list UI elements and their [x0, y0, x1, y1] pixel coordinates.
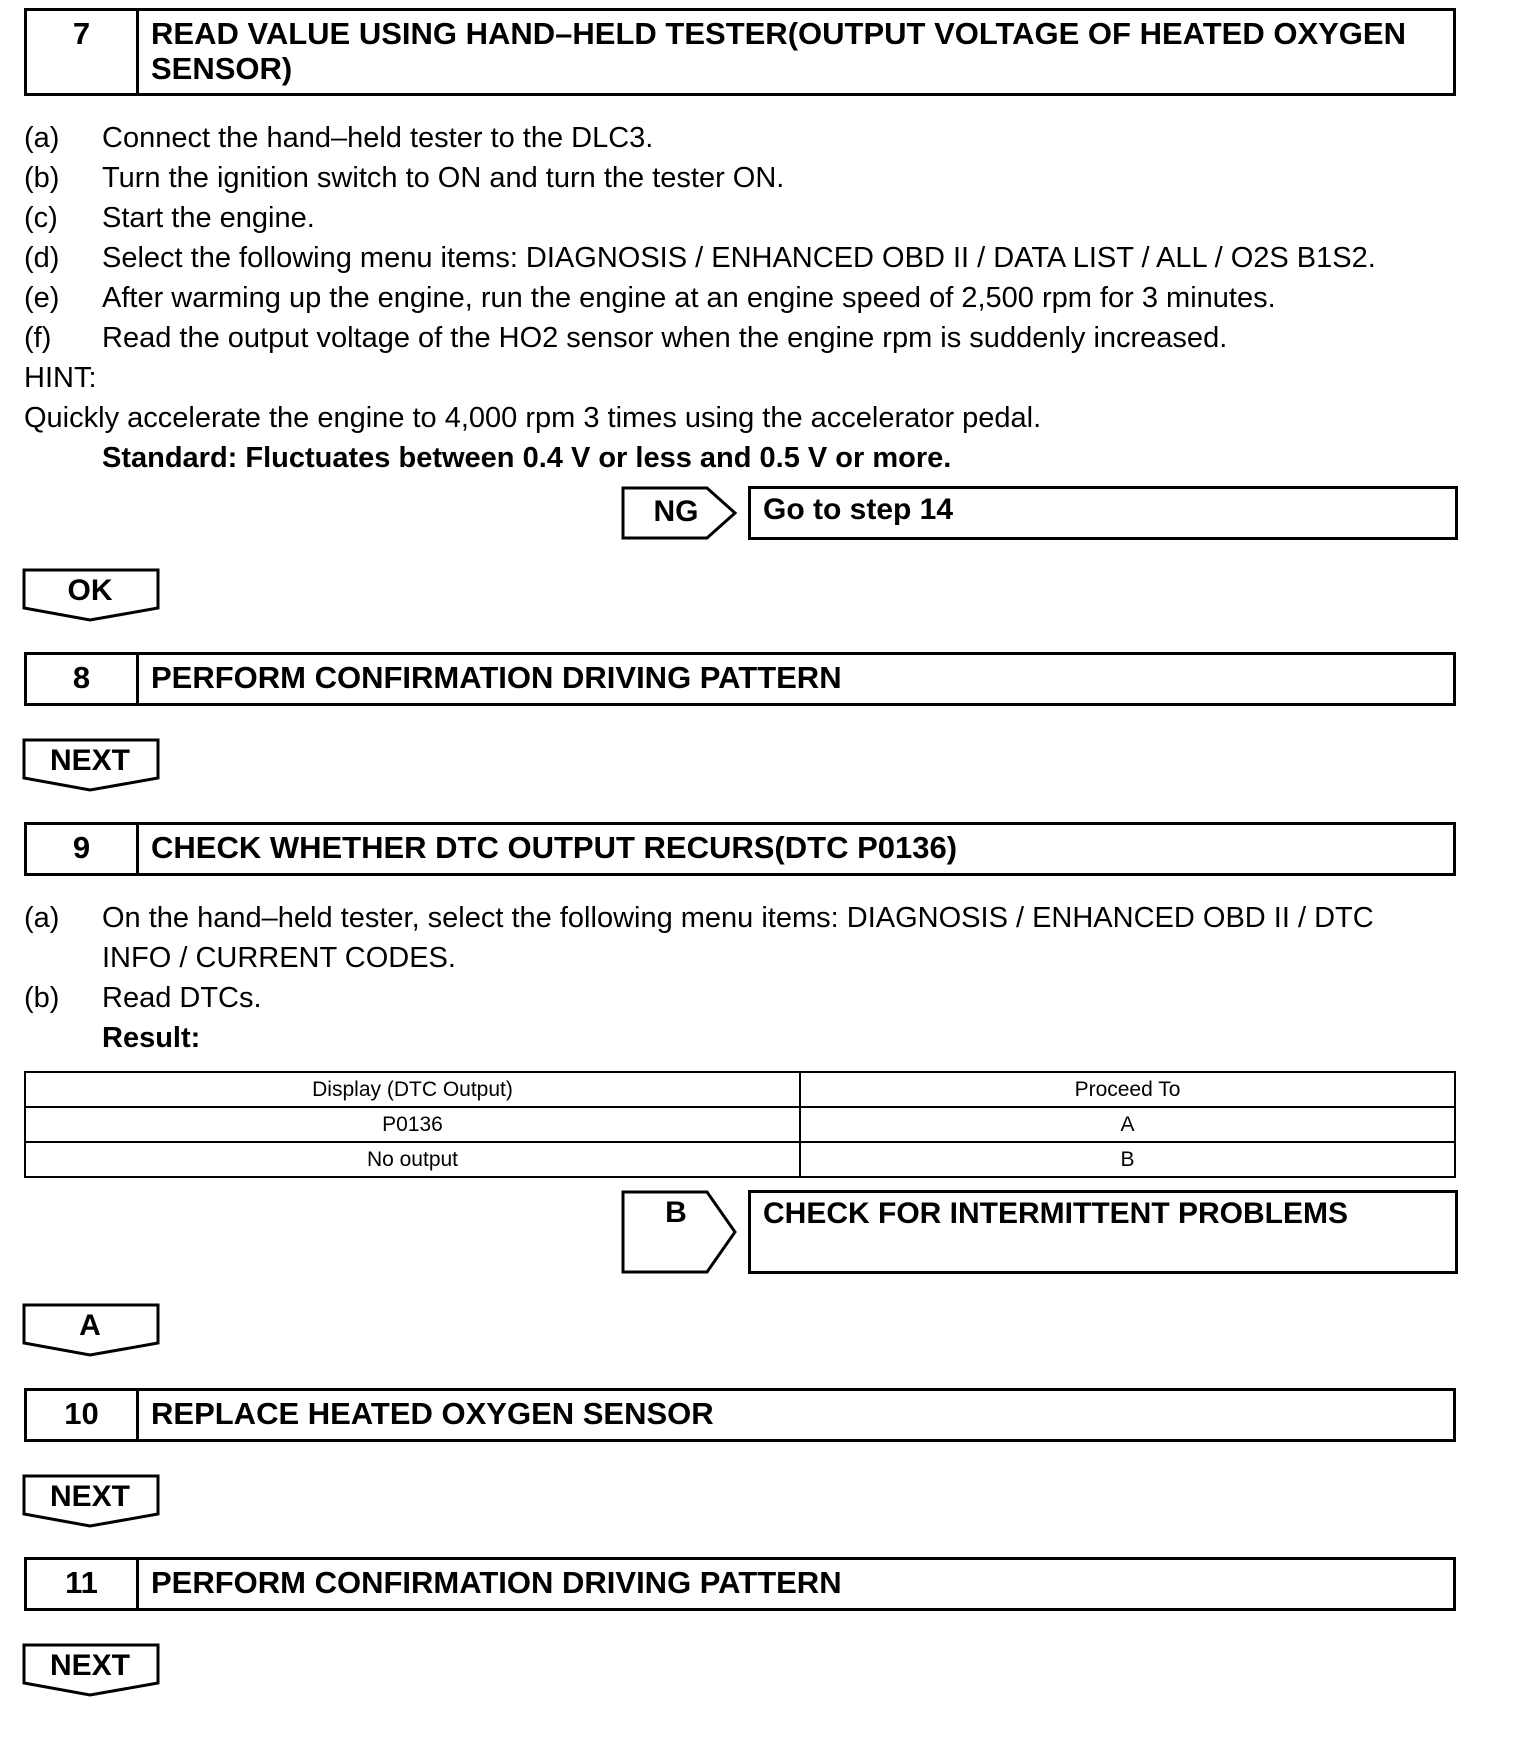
step-number: 8	[27, 655, 139, 703]
list-item	[24, 278, 1464, 318]
item-label: (e)	[24, 282, 60, 314]
next-label: NEXT	[49, 1480, 130, 1513]
next-label: NEXT	[49, 744, 130, 777]
step-title: READ VALUE USING HAND–HELD TESTER(OUTPUT VOLTAGE OF HEATED OXYGEN SENSOR)	[151, 16, 1406, 86]
list-item	[24, 978, 1464, 1018]
standard-text: Standard: Fluctuates between 0.4 V or less and 0.5 V or more.	[102, 442, 952, 474]
next-tag[interactable]	[22, 738, 162, 794]
hint-label: HINT:	[24, 362, 97, 394]
item-text	[102, 898, 1464, 978]
item-text: Start the engine.	[102, 202, 315, 234]
ok-tag[interactable]	[22, 568, 162, 624]
b-target-box[interactable]: CHECK FOR INTERMITTENT PROBLEMS	[748, 1190, 1458, 1274]
hint-text: Quickly accelerate the engine to 4,000 rpm 3 times using the accelerator pedal.	[24, 402, 1042, 434]
list-item	[24, 118, 1464, 158]
result-table	[24, 1071, 1456, 1178]
item-label: (f)	[24, 322, 52, 354]
list-item	[24, 238, 1464, 278]
ng-label: NG	[653, 495, 699, 528]
list-item	[24, 198, 1464, 238]
ng-target-box[interactable]: Go to step 14	[748, 486, 1458, 540]
item-text: Connect the hand–held tester to the DLC3.	[102, 122, 654, 154]
step-title: PERFORM CONFIRMATION DRIVING PATTERN	[151, 660, 842, 695]
a-label: A	[79, 1309, 101, 1342]
table-row	[25, 1107, 1455, 1142]
item-text: Read the output voltage of the HO2 sensor when the engine rpm is suddenly increased.	[102, 322, 1228, 354]
step-number: 11	[27, 1560, 139, 1608]
step-number: 7	[27, 11, 139, 93]
step-9-header	[24, 822, 1456, 876]
step-title: PERFORM CONFIRMATION DRIVING PATTERN	[151, 1565, 842, 1600]
step-7-instructions	[24, 118, 1464, 478]
step-11-header	[24, 1557, 1456, 1611]
step-8-header	[24, 652, 1456, 706]
step-7-header	[24, 8, 1456, 96]
item-text: Select the following menu items: DIAGNOSIS / ENHANCED OBD II / DATA LIST / ALL / O2S B1S2.	[102, 242, 1376, 274]
list-item	[24, 898, 1464, 978]
item-text: Read DTCs.	[102, 982, 262, 1014]
column-header: Display (DTC Output)	[25, 1072, 800, 1107]
a-tag[interactable]	[22, 1303, 162, 1359]
b-label: B	[665, 1196, 687, 1229]
table-header-row	[25, 1072, 1455, 1107]
step-number: 10	[27, 1391, 139, 1439]
list-item	[24, 318, 1464, 358]
step-9-instructions	[24, 898, 1464, 1058]
item-label: (c)	[24, 202, 58, 234]
ok-label: OK	[67, 574, 113, 607]
table-cell: P0136	[25, 1107, 800, 1142]
next-tag[interactable]	[22, 1474, 162, 1530]
step-title: CHECK WHETHER DTC OUTPUT RECURS(DTC P0136)	[151, 830, 958, 865]
next-tag[interactable]	[22, 1643, 162, 1699]
item-text: After warming up the engine, run the engine at an engine speed of 2,500 rpm for 3 minutes.	[102, 282, 1276, 314]
item-label: (b)	[24, 162, 60, 194]
item-text-line: On the hand–held tester, select the following menu items: DIAGNOSIS / ENHANCED OBD II / DTC	[102, 902, 1374, 934]
next-label: NEXT	[49, 1649, 130, 1682]
ng-branch[interactable]	[621, 486, 1461, 540]
b-branch[interactable]	[621, 1190, 1461, 1274]
table-cell: No output	[25, 1142, 800, 1177]
list-item	[24, 158, 1464, 198]
item-label: (d)	[24, 242, 60, 274]
column-header: Proceed To	[800, 1072, 1455, 1107]
table-cell: B	[800, 1142, 1455, 1177]
step-10-header	[24, 1388, 1456, 1442]
step-title: REPLACE HEATED OXYGEN SENSOR	[151, 1396, 714, 1431]
step-number: 9	[27, 825, 139, 873]
item-label: (a)	[24, 902, 60, 934]
table-row	[25, 1142, 1455, 1177]
item-label: (a)	[24, 122, 60, 154]
table-cell: A	[800, 1107, 1455, 1142]
item-text-line: INFO / CURRENT CODES.	[102, 942, 456, 974]
item-label: (b)	[24, 982, 60, 1014]
result-label: Result:	[102, 1022, 201, 1054]
item-text: Turn the ignition switch to ON and turn the tester ON.	[102, 162, 785, 194]
